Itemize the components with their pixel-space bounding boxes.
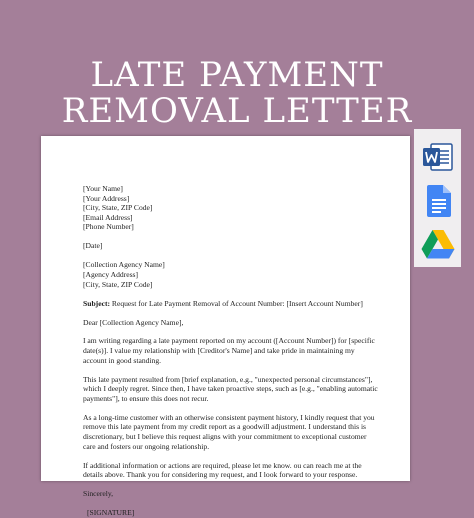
sender-address: [Your Address] <box>83 193 130 203</box>
subject-text: Request for Late Payment Removal of Account Number: [Insert Account Number] <box>110 298 363 308</box>
title-line-1: LATE PAYMENT <box>90 55 384 95</box>
paragraph-3-line: As a long-time customer with an otherwise consistent payment history, I kindly request that you <box>83 412 375 422</box>
recipient-name: [Collection Agency Name] <box>83 260 165 270</box>
closing: Sincerely, <box>83 489 114 499</box>
subject-line <box>83 299 383 309</box>
sender-name: [Your Name] <box>83 184 123 193</box>
paragraph-3-line: remove this late payment from my credit report as a goodwill adjustment. I understand this is <box>83 422 367 432</box>
paragraph-3-line: discretionary, but I believe this request aligns with your commitment to exceptional customer <box>83 432 367 442</box>
sender-email: [Email Address] <box>83 212 133 222</box>
paragraph-2-line: payments"], to ensure this does not recur. <box>83 393 209 403</box>
paragraph-2-line: which I deeply regret. Since then, I have taken proactive steps, such as [e.g., "enabling automatic <box>83 384 378 394</box>
paragraph-1-line: I am writing regarding a late payment reported on my account ([Account Number]) for [specific <box>83 336 375 346</box>
word-icon <box>422 141 454 177</box>
letter-body <box>83 184 383 518</box>
subject-label: Subject: <box>83 298 110 308</box>
recipient-address: [Agency Address] <box>83 269 139 279</box>
paragraph-1-line: date(s)]. I value my relationship with [Creditor's Name] and take pride in maintaining my <box>83 346 355 356</box>
sender-phone: [Phone Number] <box>83 222 134 232</box>
sender-city: [City, State, ZIP Code] <box>83 203 153 213</box>
recipient-city: [City, State, ZIP Code] <box>83 279 153 289</box>
format-icons-panel <box>414 129 461 267</box>
paragraph-4-line: If additional information or actions are required, please let me know. ou can reach me at the <box>83 460 362 470</box>
letter-page <box>41 136 410 518</box>
google-docs-icon <box>427 185 451 221</box>
letter-date: [Date] <box>83 241 103 251</box>
paragraph-4-line: details above. Thank you for considering my request, and I look forward to your response. <box>83 470 358 480</box>
salutation: Dear [Collection Agency Name], <box>83 317 184 327</box>
paragraph-3-line: care and fosters our ongoing relationship. <box>83 441 210 451</box>
title-line-2: REMOVAL LETTER <box>61 91 413 131</box>
paragraph-1-line: account in good standing. <box>83 355 162 365</box>
paragraph-2-line: This late payment resulted from [brief explanation, e.g., "unexpected personal circumstances"], <box>83 374 373 384</box>
google-drive-icon <box>421 229 455 263</box>
signature: [SIGNATURE] <box>87 508 135 518</box>
